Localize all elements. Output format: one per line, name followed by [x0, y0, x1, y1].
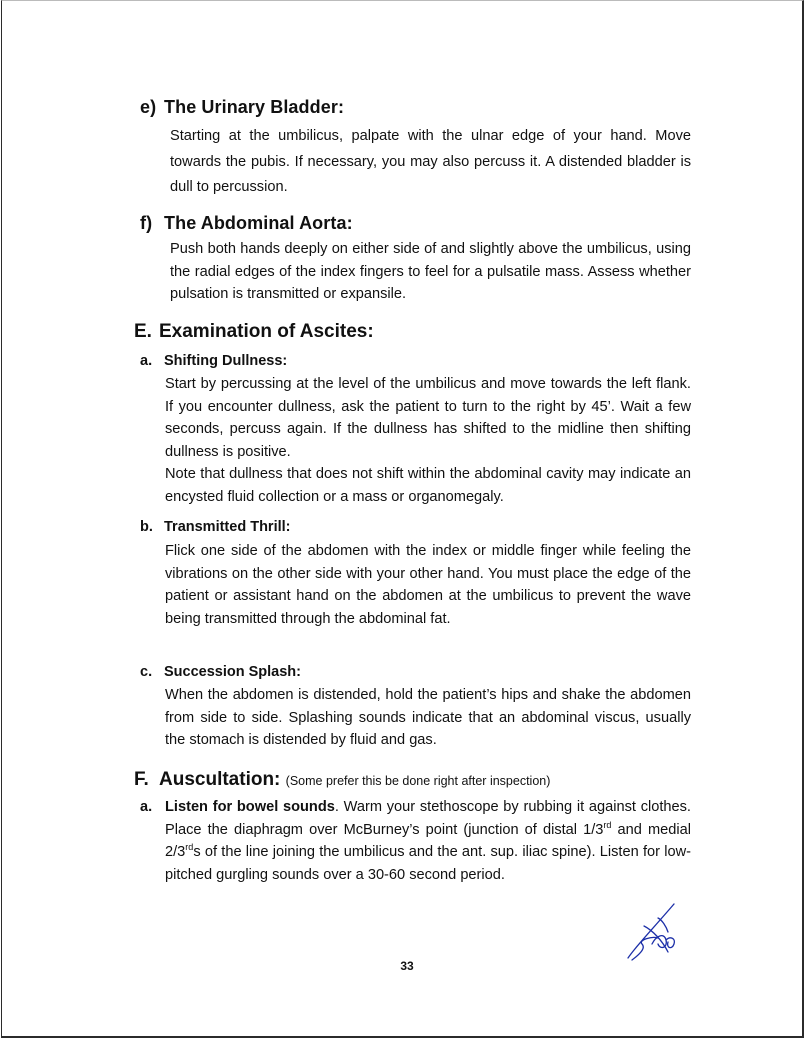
paragraph-bowel-sounds [165, 796, 691, 886]
heading-title: The Abdominal Aorta: [164, 213, 353, 233]
bold-lead: Listen for bowel sounds [165, 799, 335, 815]
item-title: Shifting Dullness: [164, 353, 288, 369]
section-label: F. [134, 769, 149, 790]
item-label: b. [140, 519, 153, 535]
heading-succession-splash [140, 664, 301, 680]
item-label: a. [140, 799, 153, 815]
text-part-2: and medial 2/3 [165, 821, 691, 861]
superscript-rd-2: rd [185, 842, 194, 853]
heading-shifting-dullness [140, 353, 287, 369]
section-title: Auscultation: [159, 769, 281, 790]
paragraph-shifting-dullness: Start by percussing at the level of the umbilicus and move towards the left flank. If you encounter dullness, ask the patient to turn to the right by 45’. Wait a few seconds, percuss again. If the dullness has shifted to the midline then shifting dullness is positive. [165, 376, 691, 460]
heading-urinary-bladder [140, 97, 344, 118]
page-number: 33 [400, 959, 414, 973]
section-label: E. [134, 321, 152, 342]
text-part-3: s of the line joining the umbilicus and the ant. sup. iliac spine). Listen for low-pitched gurgling sounds over a 30-60 second period. [165, 844, 691, 883]
superscript-rd-1: rd [603, 819, 612, 830]
section-title: Examination of Ascites: [159, 321, 374, 342]
heading-auscultation [134, 769, 550, 791]
heading-title: The Urinary Bladder: [164, 97, 345, 117]
heading-label: f) [140, 213, 153, 233]
heading-examination-of-ascites [134, 321, 374, 343]
item-label: a. [140, 353, 153, 369]
paragraph-urinary-bladder: Starting at the umbilicus, palpate with the ulnar edge of your hand. Move towards the pubis. If necessary, you may also percuss it. A distended bladder is dull to percussion. [170, 128, 691, 195]
item-label: c. [140, 664, 153, 680]
paragraph-shifting-dullness-note: Note that dullness that does not shift within the abdominal cavity may indicate an encysted fluid collection or a mass or organomegaly. [165, 466, 691, 505]
item-title: Transmitted Thrill: [164, 519, 291, 535]
item-label-bowel-sounds [140, 799, 164, 815]
page-content [2, 1, 802, 1036]
text-part-1: . Warm your stethoscope by rubbing it against clothes. Place the diaphragm over McBurney’s point (junction of distal 1/3 [165, 799, 691, 838]
document-page [1, 0, 804, 1038]
signature-icon [622, 896, 692, 966]
section-note: (Some prefer this be done right after inspection) [285, 774, 551, 788]
item-title: Succession Splash: [164, 664, 301, 680]
heading-transmitted-thrill [140, 519, 291, 535]
paragraph-abdominal-aorta: Push both hands deeply on either side of and slightly above the umbilicus, using the radial edges of the index fingers to feel for a pulsatile mass. Assess whether pulsation is transmitted or expansile. [170, 241, 691, 303]
paragraph-transmitted-thrill: Flick one side of the abdomen with the index or middle finger while feeling the vibrations on the other side with your other hand. You must place the edge of the patient or assistant hand on the abdomen at the umbilicus to prevent the wave being transmitted through the abdominal fat. [165, 543, 691, 627]
heading-abdominal-aorta [140, 213, 353, 234]
paragraph-succession-splash: When the abdomen is distended, hold the patient’s hips and shake the abdomen from side to side. Splashing sounds indicate that an abdominal viscus, usually the stomach is distended by fluid and gas. [165, 687, 691, 749]
heading-label: e) [140, 97, 157, 117]
